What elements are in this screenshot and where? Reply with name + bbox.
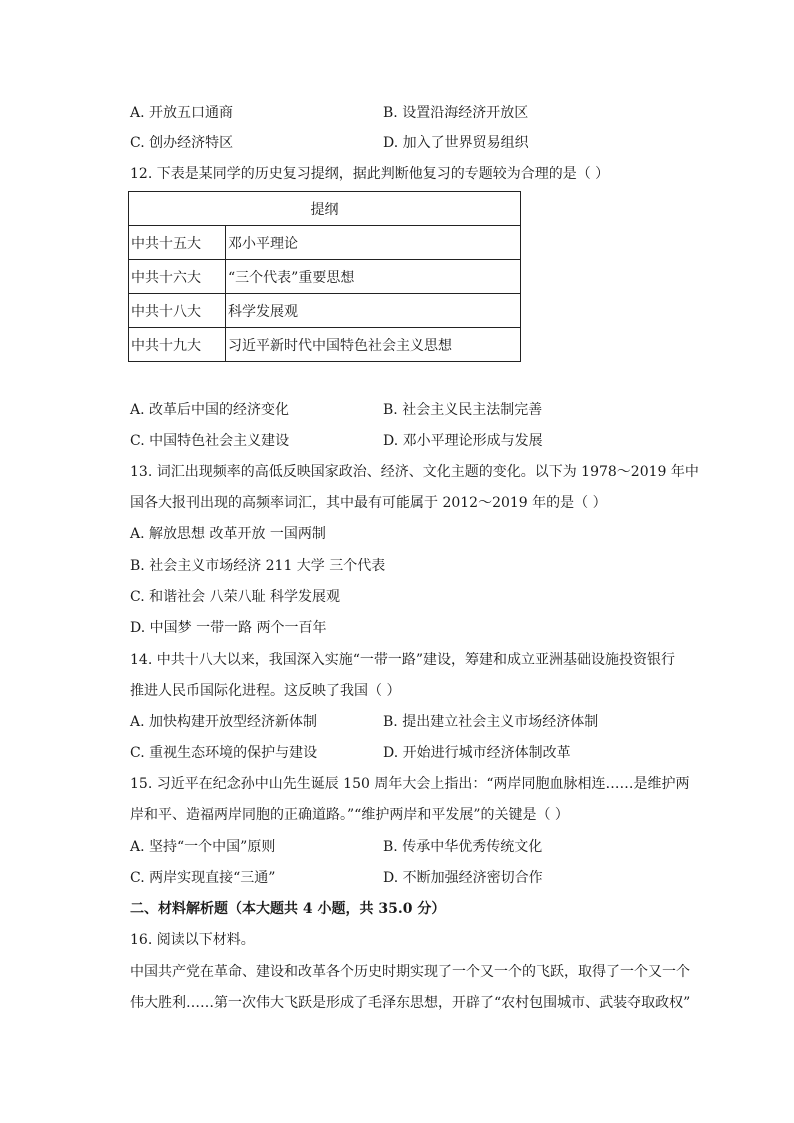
q15-stem-line2: 岸和平、造福两岸同胞的正确道路。”“维护两岸和平发展”的关键是（ ） bbox=[130, 807, 569, 823]
theory-cell: 习近平新时代中国特色社会主义思想 bbox=[226, 328, 521, 362]
q15-option-b: B. 传承中华优秀传统文化 bbox=[383, 839, 543, 855]
q12-option-d: D. 邓小平理论形成与发展 bbox=[383, 433, 543, 449]
congress-cell: 中共十六大 bbox=[129, 260, 226, 294]
table-row bbox=[129, 260, 521, 294]
q14-option-d: D. 开始进行城市经济体制改革 bbox=[383, 745, 571, 761]
table-row bbox=[129, 226, 521, 260]
table-row bbox=[129, 294, 521, 328]
section-heading: 二、材料解析题（本大题共 4 小题，共 35.0 分） bbox=[130, 901, 446, 917]
congress-cell: 中共十八大 bbox=[129, 294, 226, 328]
q14-option-b: B. 提出建立社会主义市场经济体制 bbox=[383, 714, 599, 730]
q16-material-line1: 中国共产党在革命、建设和改革各个历史时期实现了一个又一个的飞跃，取得了一个又一个 bbox=[130, 964, 690, 980]
theory-cell: “三个代表”重要思想 bbox=[226, 260, 521, 294]
q16-material-line2: 伟大胜利……第一次伟大飞跃是形成了毛泽东思想，开辟了“农村包围城市、武装夺取政权” bbox=[130, 995, 691, 1011]
q12-option-b: B. 社会主义民主法制完善 bbox=[383, 402, 543, 418]
table-row bbox=[129, 328, 521, 362]
q15-stem-line1: 15. 习近平在纪念孙中山先生诞辰 150 周年大会上指出：“两岸同胞血脉相连……是维护两 bbox=[130, 776, 690, 792]
q14-stem-line1: 14. 中共十八大以来，我国深入实施“一带一路”建设，筹建和成立亚洲基础设施投资银行 bbox=[130, 652, 676, 668]
q13-stem-line2: 国各大报刊出现的高频率词汇，其中最有可能属于 2012～2019 年的是（ ） bbox=[130, 495, 607, 511]
q15-option-a: A. 坚持“一个中国”原则 bbox=[130, 839, 276, 855]
q15-option-c: C. 两岸实现直接“三通” bbox=[130, 870, 276, 886]
q12-stem: 12. 下表是某同学的历史复习提纲，据此判断他复习的专题较为合理的是（ ） bbox=[130, 166, 610, 182]
q16-stem: 16. 阅读以下材料。 bbox=[130, 932, 255, 948]
q11-option-a: A. 开放五口通商 bbox=[130, 105, 234, 121]
theory-cell: 邓小平理论 bbox=[226, 226, 521, 260]
q13-option-d: D. 中国梦 一带一路 两个一百年 bbox=[130, 620, 327, 636]
congress-cell: 中共十五大 bbox=[129, 226, 226, 260]
q14-stem-line2: 推进人民币国际化进程。这反映了我国（ ） bbox=[130, 683, 401, 699]
q11-option-d: D. 加入了世界贸易组织 bbox=[383, 135, 529, 151]
q13-option-b: B. 社会主义市场经济 211 大学 三个代表 bbox=[130, 558, 386, 574]
q12-outline-table bbox=[128, 191, 521, 362]
q14-option-c: C. 重视生态环境的保护与建设 bbox=[130, 745, 318, 761]
table-header-cell: 提纲 bbox=[129, 192, 521, 226]
q12-option-a: A. 改革后中国的经济变化 bbox=[130, 402, 290, 418]
q13-stem-line1: 13. 词汇出现频率的高低反映国家政治、经济、文化主题的变化。以下为 1978～2019 年中 bbox=[130, 464, 699, 480]
theory-cell: 科学发展观 bbox=[226, 294, 521, 328]
q14-option-a: A. 加快构建开放型经济新体制 bbox=[130, 714, 318, 730]
q11-option-b: B. 设置沿海经济开放区 bbox=[383, 105, 529, 121]
q11-option-c: C. 创办经济特区 bbox=[130, 135, 234, 151]
q13-option-a: A. 解放思想 改革开放 一国两制 bbox=[130, 526, 326, 542]
q13-option-c: C. 和谐社会 八荣八耻 科学发展观 bbox=[130, 589, 341, 605]
table-header-row bbox=[129, 192, 521, 226]
congress-cell: 中共十九大 bbox=[129, 328, 226, 362]
q12-option-c: C. 中国特色社会主义建设 bbox=[130, 433, 290, 449]
q15-option-d: D. 不断加强经济密切合作 bbox=[383, 870, 543, 886]
